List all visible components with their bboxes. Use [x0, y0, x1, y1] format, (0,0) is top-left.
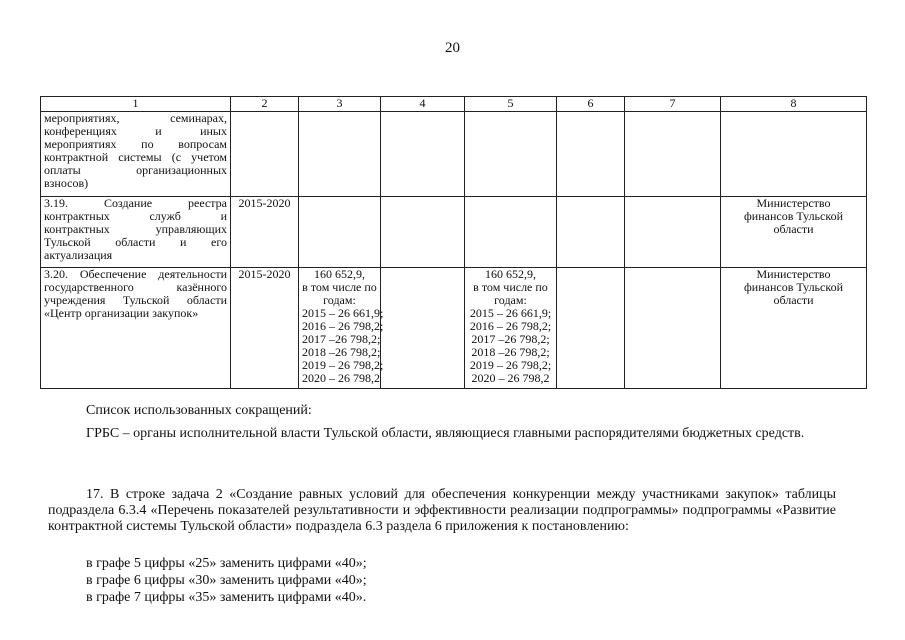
table-header-cell: 1 — [41, 97, 231, 112]
cell-line: 3.19. Создание реестра — [44, 196, 227, 210]
cell-line: «Центр организации закупок» — [44, 306, 199, 320]
cell-line: Министерство — [756, 267, 831, 281]
abbreviation-text: ГРБС – органы исполнительной власти Тульской области, являющиеся главными распорядителями бюджетных средств. — [86, 426, 805, 441]
cell-line: 2020 – 26 798,2 — [471, 371, 550, 385]
table-header-cell: 3 — [299, 97, 381, 112]
funding-regional-cell — [465, 197, 557, 268]
cell-line: 160 652,9, — [314, 267, 365, 281]
table-cell — [557, 197, 625, 268]
cell-line: конференциях и иных — [44, 124, 227, 138]
cell-line: 2017 –26 798,2; — [471, 332, 550, 346]
funding-total-cell — [299, 197, 381, 268]
table-row — [41, 197, 867, 268]
page-number: 20 — [445, 40, 460, 56]
table-row — [41, 268, 867, 389]
period-cell: 2015-2020 — [231, 268, 299, 389]
cell-line: 2017 –26 798,2; — [302, 332, 381, 346]
table-header-cell: 4 — [381, 97, 465, 112]
measure-name-cell — [41, 112, 231, 197]
table-cell — [381, 197, 465, 268]
cell-line: 2016 – 26 798,2; — [469, 319, 552, 333]
cell-line: 2019 – 26 798,2; — [302, 358, 384, 372]
abbreviations-title: Список использованных сокращений: — [86, 403, 312, 418]
table-cell — [381, 268, 465, 389]
table-header-cell: 6 — [557, 97, 625, 112]
table-cell — [381, 112, 465, 197]
cell-line: финансов Тульской — [744, 209, 843, 223]
table-header-cell: 7 — [625, 97, 721, 112]
table-cell — [625, 197, 721, 268]
cell-line: оплаты организационных — [44, 163, 227, 177]
measures-table — [40, 96, 867, 389]
funding-regional-cell — [465, 112, 557, 197]
funding-regional-cell — [465, 268, 557, 389]
cell-line: контрактных управляющих — [44, 222, 227, 236]
cell-line: актуализация — [44, 248, 113, 262]
cell-line: учреждения Тульской области — [44, 293, 227, 307]
cell-line: мероприятиях, семинарах, — [44, 111, 227, 125]
funding-total-cell — [299, 112, 381, 197]
table-header-row — [41, 97, 867, 112]
cell-line: контрактной системы (с учетом — [44, 150, 227, 164]
cell-line: финансов Тульской — [744, 280, 843, 294]
cell-line: в том числе по — [473, 280, 548, 294]
responsible-executor-cell — [721, 197, 867, 268]
cell-line: 2020 – 26 798,2 — [302, 371, 380, 385]
cell-line: годам: — [323, 293, 356, 307]
cell-line: 2015 – 26 661,9; — [302, 306, 384, 320]
table-cell — [625, 268, 721, 389]
cell-line: 160 652,9, — [485, 267, 536, 281]
cell-line: 2019 – 26 798,2; — [469, 358, 552, 372]
table-row — [41, 112, 867, 197]
cell-line: 2018 –26 798,2; — [471, 345, 550, 359]
cell-line: Министерство — [756, 196, 831, 210]
measure-name-cell — [41, 197, 231, 268]
cell-line: 2016 – 26 798,2; — [302, 319, 384, 333]
period-cell — [231, 112, 299, 197]
replacement-item: в графе 6 цифры «30» заменить цифрами «40»; — [86, 573, 367, 588]
cell-line: области — [773, 222, 814, 236]
table-header-cell: 5 — [465, 97, 557, 112]
table-header-cell: 2 — [231, 97, 299, 112]
cell-line: мероприятиях по вопросам — [44, 137, 227, 151]
cell-line: 2018 –26 798,2; — [302, 345, 381, 359]
cell-line: Тульской области и его — [44, 235, 227, 249]
paragraph-17: 17. В строке задача 2 «Создание равных условий для обеспечения конкуренции между участниками закупок» таблицы подраздела 6.3.4 «Перечень показателей результативности и эффективности реализации подпрограммы» подпрограммы «Развитие контрактной системы Тульской области» подраздела 6.3 раздела 6 приложения к постановлению: — [48, 487, 836, 534]
period-cell: 2015-2020 — [231, 197, 299, 268]
cell-line: годам: — [494, 293, 527, 307]
measure-name-cell — [41, 268, 231, 389]
abbreviations-definition — [86, 423, 836, 444]
replacement-list — [86, 555, 367, 606]
cell-line: контрактных служб и — [44, 209, 227, 223]
cell-line: области — [773, 293, 814, 307]
cell-line: государственного казённого — [44, 280, 227, 294]
replacement-item: в графе 7 цифры «35» заменить цифрами «40». — [86, 590, 367, 605]
cell-line: 3.20. Обеспечение деятельности — [44, 267, 227, 281]
cell-line: взносов) — [44, 176, 89, 190]
table-cell — [625, 112, 721, 197]
funding-total-cell — [299, 267, 384, 389]
cell-line: в том числе по — [302, 280, 377, 294]
table-cell — [557, 112, 625, 197]
table-header-cell: 8 — [721, 97, 867, 112]
cell-line: 2015 – 26 661,9; — [469, 306, 552, 320]
replacement-item: в графе 5 цифры «25» заменить цифрами «40»; — [86, 556, 367, 571]
responsible-executor-cell — [721, 268, 867, 389]
table-cell — [557, 268, 625, 389]
responsible-executor-cell — [721, 112, 867, 197]
